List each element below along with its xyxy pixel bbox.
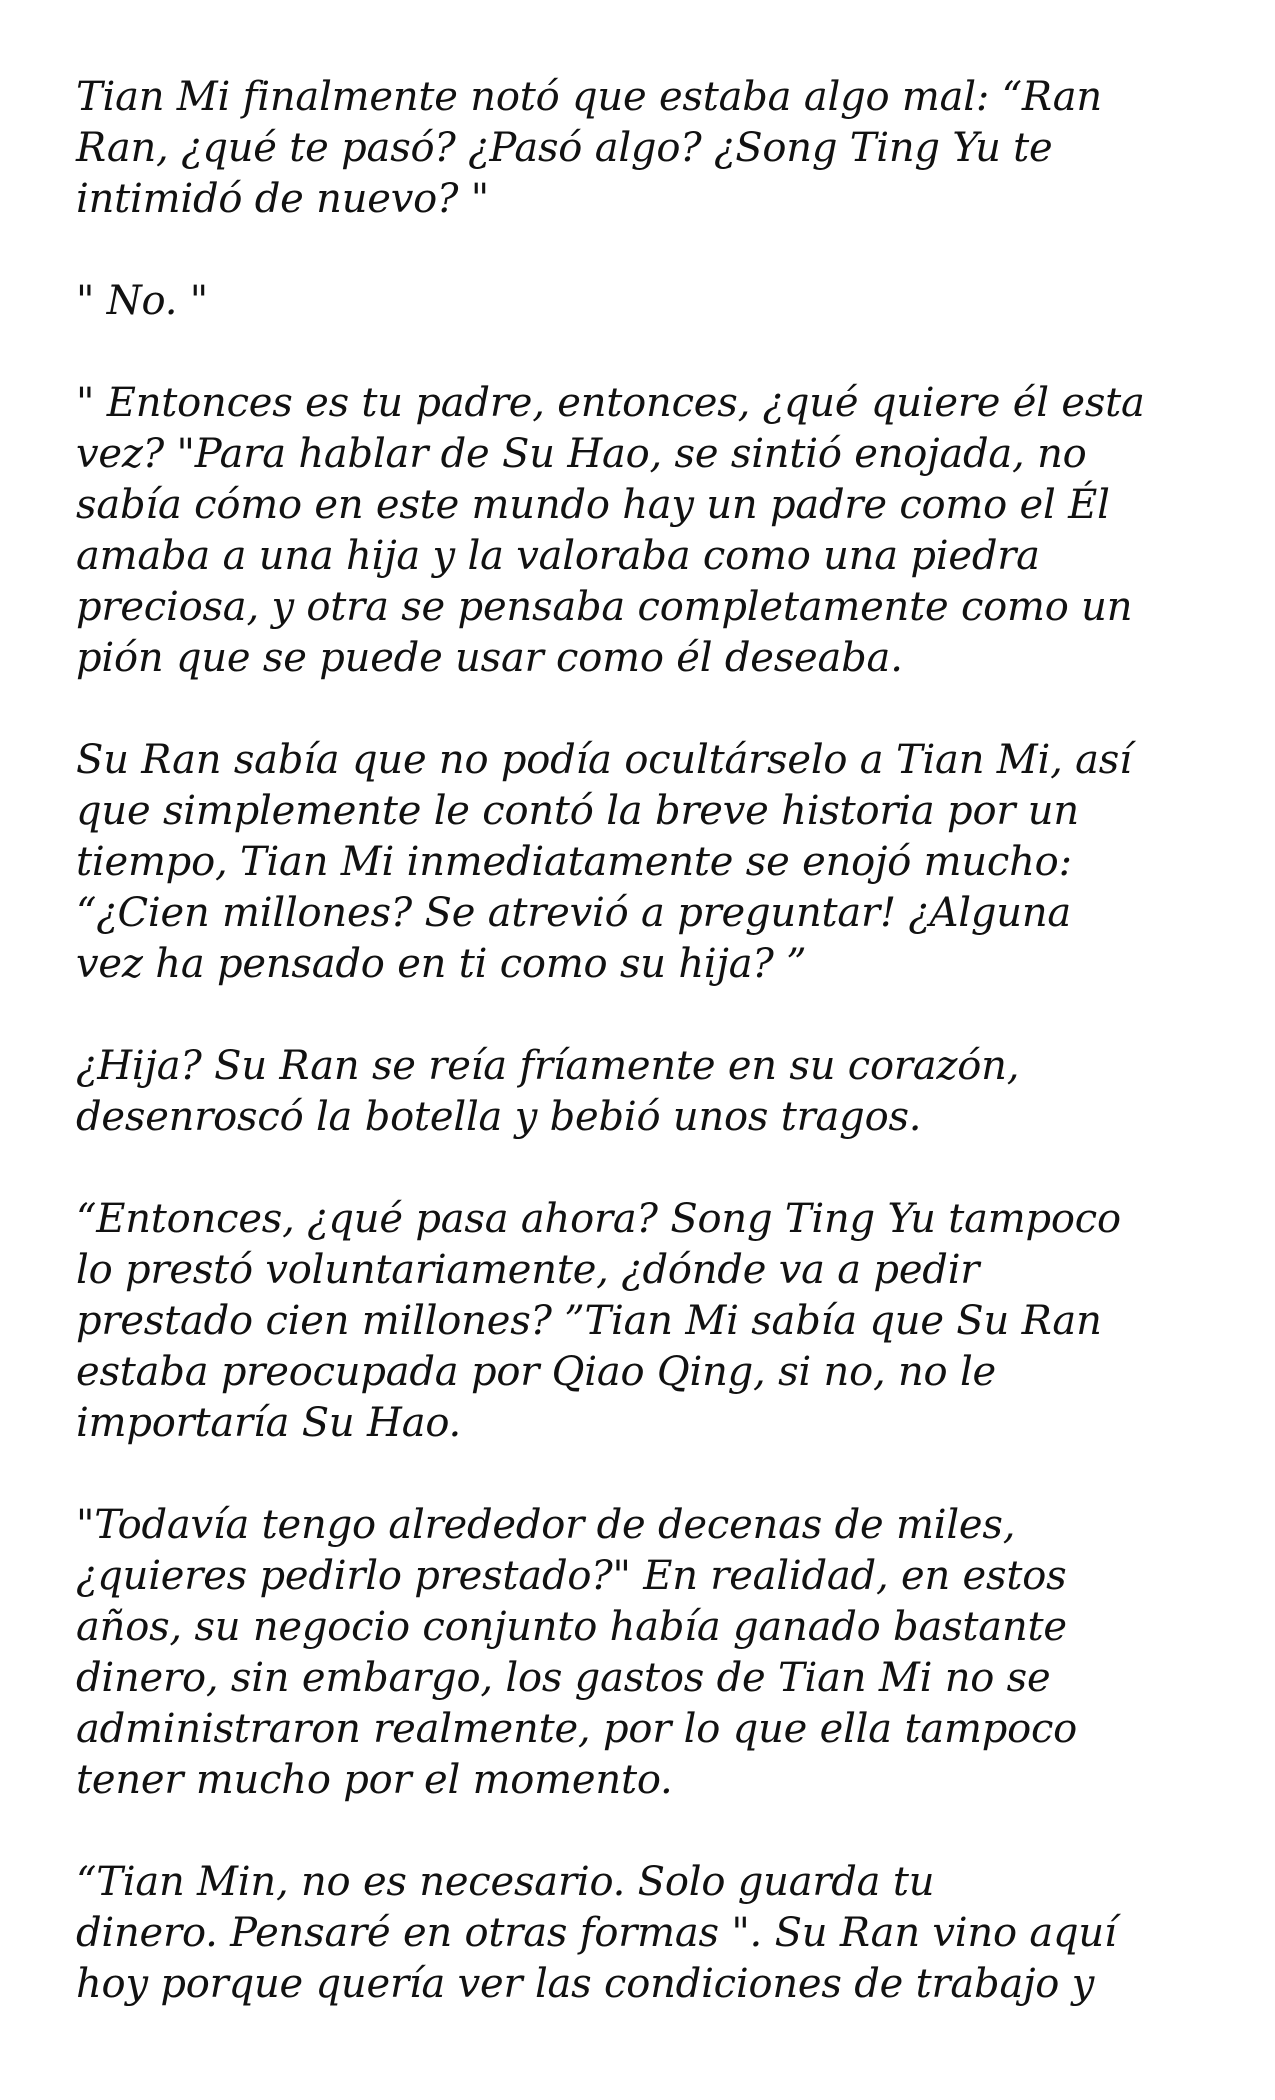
text-line: Su Ran sabía que no podía ocultárselo a Tian Mi, así	[76, 737, 1132, 783]
paragraph	[76, 1857, 1235, 2010]
text-line: prestado cien millones? ”Tian Mi sabía que Su Ran	[76, 1298, 1102, 1344]
text-line: estaba preocupada por Qiao Qing, si no, no le	[76, 1349, 997, 1395]
text-line: dinero. Pensaré en otras formas ". Su Ran vino aquí	[76, 1910, 1117, 1956]
text-line: lo prestó voluntariamente, ¿dónde va a pedir	[76, 1247, 980, 1293]
text-line: desenroscó la botella y bebió unos tragos.	[76, 1094, 922, 1140]
text-line: preciosa, y otra se pensaba completamente como un	[76, 584, 1133, 630]
text-line: tiempo, Tian Mi inmediatamente se enojó mucho:	[76, 839, 1072, 885]
paragraph	[76, 276, 1235, 327]
text-line: intimidó de nuevo? "	[76, 176, 489, 222]
paragraph	[76, 1194, 1235, 1449]
paragraph	[76, 1500, 1235, 1806]
text-line: Tian Mi finalmente notó que estaba algo mal: “Ran	[76, 74, 1102, 120]
text-line: “Tian Min, no es necesario. Solo guarda tu	[76, 1859, 935, 1905]
text-line: “Entonces, ¿qué pasa ahora? Song Ting Yu tampoco	[76, 1196, 1121, 1242]
text-line: " No. "	[76, 278, 208, 324]
text-line: “¿Cien millones? Se atrevió a preguntar! ¿Alguna	[76, 890, 1072, 936]
text-line: ¿Hija? Su Ran se reía fríamente en su corazón,	[76, 1043, 1020, 1089]
text-line: ¿quieres pedirlo prestado?" En realidad, en estos	[76, 1553, 1067, 1599]
paragraph	[76, 735, 1235, 990]
text-line: años, su negocio conjunto había ganado bastante	[76, 1604, 1067, 1650]
text-line: Ran, ¿qué te pasó? ¿Pasó algo? ¿Song Ting Yu te	[76, 125, 1053, 171]
text-line: vez ha pensado en ti como su hija? ”	[76, 941, 807, 987]
text-line: dinero, sin embargo, los gastos de Tian Mi no se	[76, 1655, 1051, 1701]
text-line: importaría Su Hao.	[76, 1400, 462, 1446]
paragraph	[76, 378, 1235, 684]
paragraph	[76, 1041, 1235, 1143]
text-line: hoy porque quería ver las condiciones de trabajo y	[76, 1961, 1095, 2007]
text-line: administraron realmente, por lo que ella tampoco	[76, 1706, 1078, 1752]
text-line: tener mucho por el momento.	[76, 1757, 673, 1803]
text-line: amaba a una hija y la valoraba como una piedra	[76, 533, 1040, 579]
text-line: " Entonces es tu padre, entonces, ¿qué quiere él esta	[76, 380, 1145, 426]
text-line: pión que se puede usar como él deseaba.	[76, 635, 903, 681]
text-line: vez? "Para hablar de Su Hao, se sintió enojada, no	[76, 431, 1087, 477]
text-line: que simplemente le contó la breve historia por un	[76, 788, 1079, 834]
text-line: "Todavía tengo alrededor de decenas de miles,	[76, 1502, 1016, 1548]
text-line: sabía cómo en este mundo hay un padre como el Él	[76, 482, 1110, 528]
paragraph	[76, 72, 1235, 225]
